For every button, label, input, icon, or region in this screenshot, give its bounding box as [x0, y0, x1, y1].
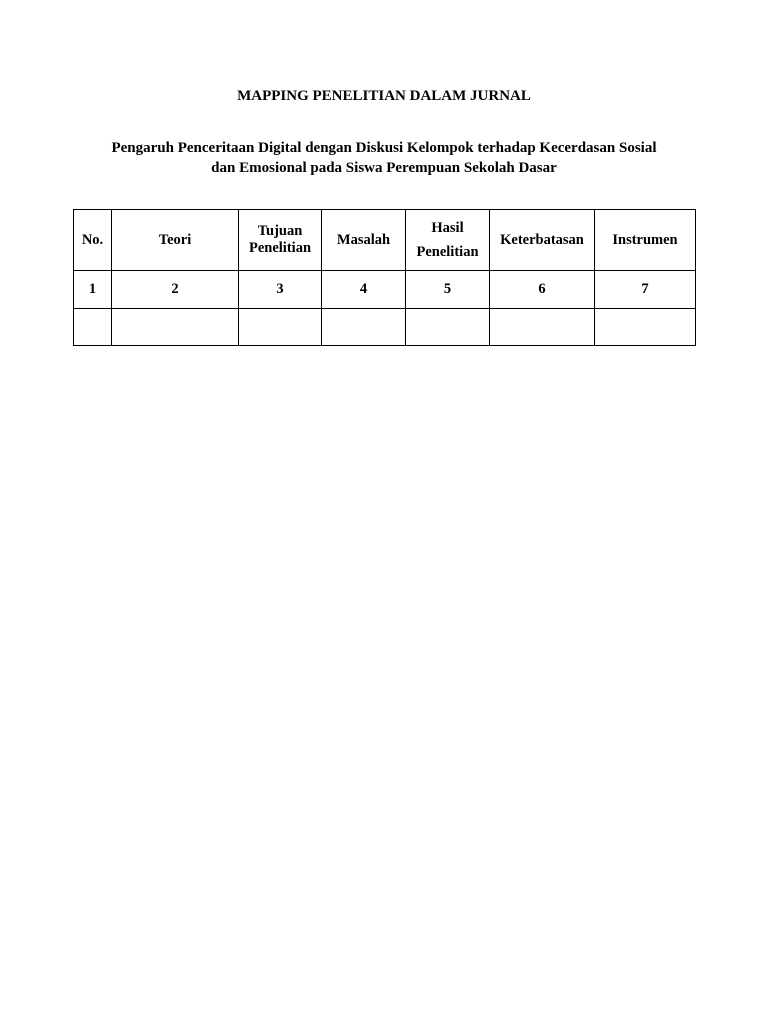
table-cell-empty [112, 309, 239, 346]
table-cell-empty [74, 309, 112, 346]
document-title: MAPPING PENELITIAN DALAM JURNAL [237, 88, 531, 104]
header-teori: Teori [112, 210, 239, 271]
table-cell-empty [322, 309, 406, 346]
header-instrumen: Instrumen [595, 210, 696, 271]
subtitle-line-1: Pengaruh Penceritaan Digital dengan Diskusi Kelompok terhadap Kecerdasan Sosial [111, 140, 657, 156]
header-tujuan-line-1: Tujuan [257, 223, 303, 239]
header-tujuan-line-2: Penelitian [248, 240, 312, 256]
table-row-empty [74, 309, 696, 346]
header-hasil-penelitian [406, 210, 490, 271]
header-keterbatasan: Keterbatasan [490, 210, 595, 271]
table-cell: 1 [74, 271, 112, 309]
table-cell: 2 [112, 271, 239, 309]
document-subtitle [84, 138, 684, 178]
table-cell-empty [239, 309, 322, 346]
header-hasil-line-2: Penelitian [416, 244, 479, 260]
header-hasil-line-1: Hasil [431, 220, 464, 236]
mapping-table [73, 209, 696, 346]
table-row-numbers [74, 271, 696, 309]
table-cell: 3 [239, 271, 322, 309]
table-cell-empty [406, 309, 490, 346]
table-header-row [74, 210, 696, 271]
table-cell-empty [595, 309, 696, 346]
table-cell: 5 [406, 271, 490, 309]
table-cell: 6 [490, 271, 595, 309]
table-cell-empty [490, 309, 595, 346]
header-no: No. [74, 210, 112, 271]
table-cell: 4 [322, 271, 406, 309]
header-masalah: Masalah [322, 210, 406, 271]
header-tujuan-penelitian [239, 210, 322, 271]
subtitle-line-2: dan Emosional pada Siswa Perempuan Sekolah Dasar [211, 160, 557, 176]
table-cell: 7 [595, 271, 696, 309]
